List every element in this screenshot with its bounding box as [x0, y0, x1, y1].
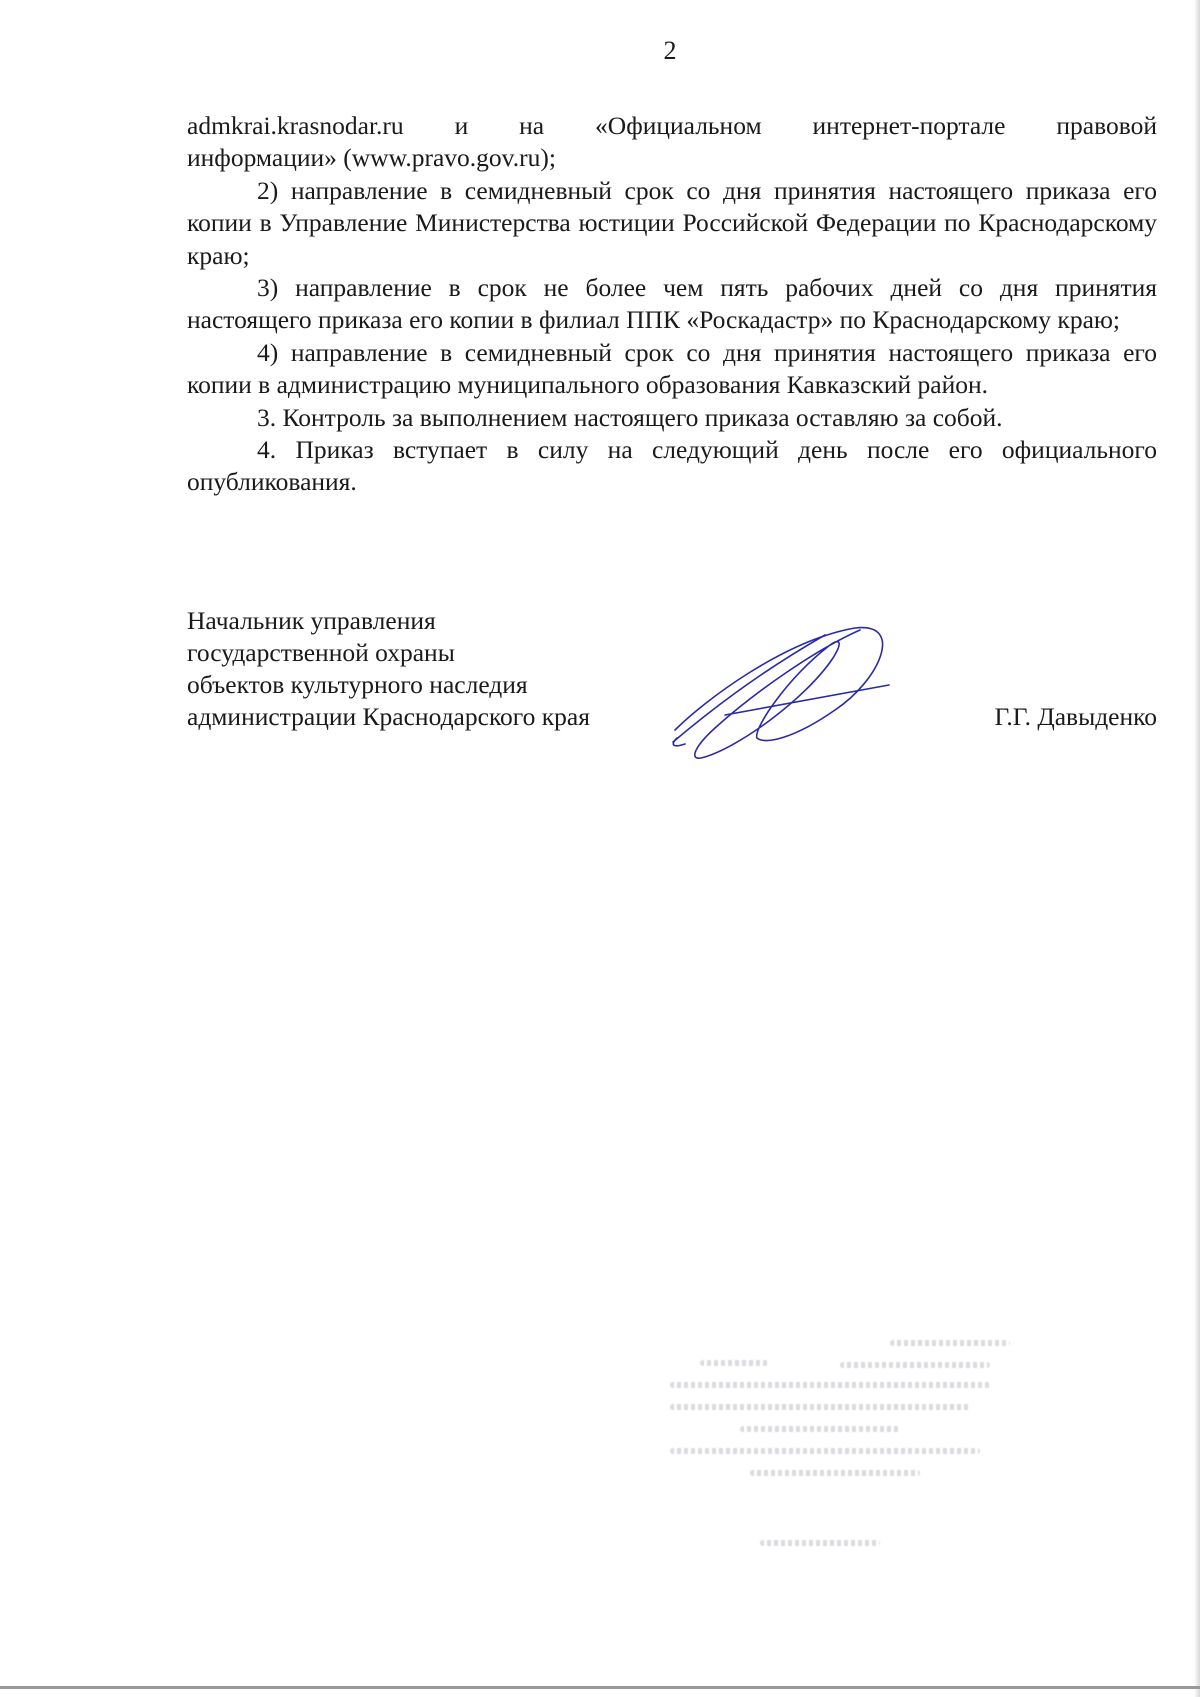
signer-title-line: объектов культурного наследия — [187, 670, 528, 699]
paragraph-item-4: 4) направление в семидневный срок со дня принятия настоящего приказа его копии в администрацию муниципального образования Кавказский район. — [187, 337, 1157, 400]
signature-icon — [665, 620, 895, 760]
signer-title-line: Начальник управления — [187, 606, 436, 635]
stamp-icon — [660, 1330, 1060, 1570]
signer-name: Г.Г. Давыденко — [994, 702, 1157, 731]
paragraph-item-3: 3) направление в срок не более чем пять рабочих дней со дня принятия настоящего приказа его копии в филиал ППК «Роскадастр» по Краснодарскому краю; — [187, 273, 1157, 335]
page-edge — [1194, 0, 1200, 1697]
page-number: 2 — [663, 36, 677, 65]
document-body — [187, 110, 1157, 499]
paragraph-continuation-rest: информации» (www.pravo.gov.ru); — [187, 143, 556, 173]
signer-title-line: администрации Краснодарского края — [187, 702, 590, 731]
signer-title-line: государственной охраны — [187, 638, 455, 667]
paragraph-item-2: 2) направление в семидневный срок со дня принятия настоящего приказа его копии в Управление Министерства юстиции Российской Федерации по Краснодарскому краю; — [187, 175, 1157, 270]
signature-block — [187, 605, 1157, 733]
page-edge — [0, 1686, 1200, 1689]
paragraph-effective-date: 4. Приказ вступает в силу на следующий день после его официального опубликования. — [187, 435, 1157, 497]
paragraph-control: 3. Контроль за выполнением настоящего приказа оставляю за собой. — [257, 402, 1003, 432]
paragraph-continuation-line: admkrai.krasnodar.ru и на «Официальном интернет-портале правовой — [187, 111, 1157, 140]
